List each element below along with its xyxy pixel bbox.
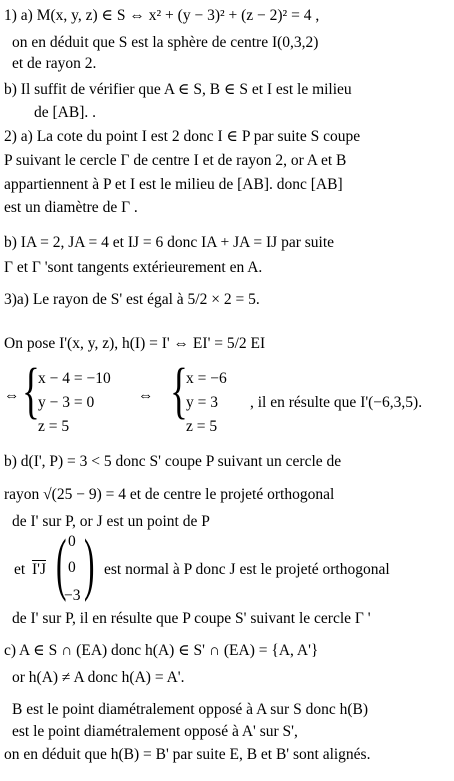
line-3b: b) d(I', P) = 3 < 5 donc S' coupe P suivant un cercle de (4, 453, 342, 470)
line-1a-radius: et de rayon 2. (12, 55, 97, 72)
left-paren: ( (56, 526, 67, 603)
system-conclusion: , il en résulte que I'(−6,3,5). (250, 394, 423, 411)
system-right-1: x = −6 (186, 370, 227, 387)
line-2a: 2) a) La cote du point I est 2 donc I ∈ P par suite S coupe (4, 128, 361, 145)
line-3c-cont3: est le point diamétralement opposé à A' sur S', (12, 723, 298, 740)
system-left-2: y − 3 = 0 (38, 394, 95, 411)
system-left-1: x − 4 = −10 (38, 370, 111, 387)
document-page: 1) a) M(x, y, z) ∈ S ⇔ x² + (y − 3)² + (z − 2)² = 4 , on en déduit que S est la sphère de centre I(0,3,2) et de rayon 2. b) Il suffit de vérifier que A ∈ S, B ∈ S et I est le milieu de [AB]. . 2) a) La cote du point I est 2 donc I ∈ P par suite S coupe P suivant le cercle Γ de centre I et de rayon 2, or A et B appartiennent à P et I est le milieu de [AB]. donc [AB] est un diamètre de Γ . b) IA = 2, JA = 4 et IJ = 6 donc IA + JA = IJ par suite Γ et Γ 'sont tangents extérieurement en A. 3)a) Le rayon de S' est égal à 5/2 × 2 = 5. On pose I'(x, y, z), h(I) = I' ⇔ EI' = 5/2 EI ⇔ { x − 4 = −10 y − 3 = 0 z = 5 ⇔ { x = −6 y = 3 z = 5 , il en résulte que I'(−6,3,5). b) d(I', P) = 3 < 5 donc S' coupe P suivant un cercle de rayon √(25 − 9) = 4 et de centre le projeté orthogonal de I' sur P, or J est un point de P et I'J ( 0 0 −3 ) est normal à P donc J est le projeté orthogonal de I' sur P, il en résulte que P coupe S' suivant le cercle Γ ' c) A ∈ S ∩ (EA) donc h(A) ∈ S' ∩ (EA) = {A, A'} or h(A) ≠ A donc h(A) = A'. B est le point diamétralement opposé à A sur S donc h(B) est le point diamétralement opposé à A' sur S', on en déduit que h(B) = B' par suite E, B et B' sont alignés. (4, 7, 423, 763)
left-brace-1: { (22, 357, 40, 425)
line-3b-cont3: de I' sur P, il en résulte que P coupe S' suivant le cercle Γ ' (12, 610, 371, 627)
line-3a-pose: On pose I'(x, y, z), h(I) = I' ⇔ EI' = 5/2 EI (4, 335, 266, 352)
line-1b-cont: de [AB]. . (34, 104, 96, 121)
line-3a: 3)a) Le rayon de S' est égal à 5/2 × 2 = 5. (4, 291, 260, 308)
vector-comp-2: 0 (68, 559, 76, 576)
line-2b-cont: Γ et Γ 'sont tangents extérieurement en A. (4, 259, 263, 276)
line-2b: b) IA = 2, JA = 4 et IJ = 6 donc IA + JA = IJ par suite (4, 234, 335, 251)
line-3c-cont1: or h(A) ≠ A donc h(A) = A'. (12, 669, 185, 686)
line-1a-cont: on en déduit que S est la sphère de centre I(0,3,2) (12, 34, 319, 51)
line-3c-cont2: B est le point diamétralement opposé à A sur S donc h(B) (12, 701, 369, 718)
line-3b-cont1: rayon √(25 − 9) = 4 et de centre le projeté orthogonal (4, 486, 335, 503)
system-right-2: y = 3 (186, 394, 218, 411)
line-3b-cont2: de I' sur P, or J est un point de P (12, 513, 210, 530)
line-1b: b) Il suffit de vérifier que A ∈ S, B ∈ S et I est le milieu (4, 81, 352, 98)
system-left-3: z = 5 (38, 418, 70, 435)
line-2a-cont3: est un diamètre de Γ . (4, 199, 138, 216)
line-vector-normal: est normal à P donc J est le projeté orthogonal (104, 561, 390, 578)
line-2a-cont1: P suivant le cercle Γ de centre I et de rayon 2, or A et B (4, 152, 347, 169)
system-right-3: z = 5 (186, 418, 218, 435)
vector-comp-3: −3 (64, 587, 81, 604)
vector-comp-1: 0 (68, 533, 76, 550)
right-paren: ) (84, 526, 95, 603)
vector-prefix: et (14, 561, 26, 578)
left-brace-2: { (170, 357, 188, 425)
line-3c-cont4: on en déduit que h(B) = B' par suite E, B et B' sont alignés. (4, 746, 371, 763)
line-1a: 1) a) M(x, y, z) ∈ S ⇔ x² + (y − 3)² + (z − 2)² = 4 , (4, 7, 320, 24)
line-3c: c) A ∈ S ∩ (EA) donc h(A) ∈ S' ∩ (EA) = {A, A'} (4, 642, 319, 659)
vector-name: I'J (32, 561, 46, 578)
line-2a-cont2: appartiennent à P et I est le milieu de [AB]. donc [AB] (4, 176, 343, 193)
